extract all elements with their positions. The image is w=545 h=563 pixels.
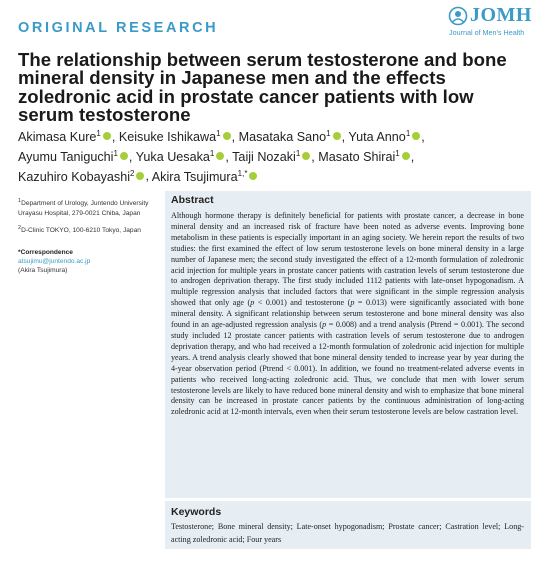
author-4[interactable] [348, 130, 421, 144]
journal-emblem-icon [448, 6, 468, 26]
orcid-icon[interactable] [333, 132, 341, 140]
author-name: Masataka Sano [238, 130, 327, 145]
author-name: Akira Tsujimura [151, 169, 238, 184]
author-affiliation-marker: 1 [395, 148, 400, 158]
journal-logo[interactable] [448, 4, 540, 38]
orcid-icon[interactable] [120, 152, 128, 160]
author-name: Yuta Anno [348, 130, 406, 145]
affiliation-2: $^2$D-Clinic TOKYO, 100-6210 Tokyo, Japan [18, 225, 141, 235]
author-affiliation-marker: 1 [113, 148, 118, 158]
author-affiliation-marker: 1 [216, 129, 221, 138]
author-list: Akimasa Kure$^1$ , Keisuke Ishikawa$^1$ , Masataka Sano$^1$ , Yuta Anno$^1$ , Ayumu Taniguchi$^1$ , Yuka Uesaka$^1$ , Taiji Nozaki$^1$ , Masato Shirai$^1$ , Kazuhiro Kobayashi$^2$ , Akira Tsujimura$^{1,*}$ [18, 129, 425, 184]
keywords-panel [165, 501, 531, 549]
author-affiliation-marker: 1,* [237, 168, 248, 178]
keywords-text: Testosterone; Bone mineral density; Late-onset hypogonadism; Prostate cancer; Castration level; Long-acting zoledronic acid; Four years [171, 522, 524, 544]
author-10[interactable] [152, 170, 259, 184]
author-9[interactable] [18, 170, 145, 184]
author-1[interactable] [18, 130, 112, 144]
journal-name: JOMH [470, 4, 532, 26]
orcid-icon[interactable] [302, 152, 310, 160]
abstract-text: Although hormone therapy is definitely beneficial for patients with prostate cancer, a decrease in bone mineral density and an increased risk of fracture have been noted as adverse events. Improving bone metabolism in these patients is especially important in an aging society. We herein report the results of two studies: the first examined the effect of low serum testosterone levels on bone mineral density in a large number of Japanese men; the second study investigated the effect of a 12-month formulation of zoledronic acid injection for multiple years in prostate cancer patients with castration levels of serum testosterone due to androgen deprivation therapy. The first study included 1112 patients with late-onset hypogonadism. A multiple regression analysis that included factors that were significant in the simple regression analysis showed that only age (p < 0.001) and testosterone (p = 0.013) were significantly associated with bone mineral density. A significant relationship between serum testosterone and bone mineral density was also found in an age-adjusted regression analysis (p = 0.008) and a trend analysis (Ptrend = 0.001). The second study included 12 prostate cancer patients with castration levels of serum testosterone due to androgen deprivation therapy, and who had received a 12-month formulation of zoledronic acid injection for multiple years. A trend analysis clearly showed that bone mineral density tended to increase year by year during the 4-year observation period (Ptrend < 0.001). In addition, we found no treatment-related adverse events in patients who received long-acting zoledronic acid. Thus, we conclude that men with lower serum testosterone levels are likely to have reduced bone mineral density and wish to emphasize that bone mineral density can be increased in prostate cancer patients by the continuous administration of long-acting zoledronic acid at 12-month intervals, even when their serum testosterone levels are below castration level. [171, 211, 524, 417]
abstract-panel [165, 191, 531, 498]
author-name: Yuka Uesaka [135, 149, 210, 164]
author-affiliation-marker: 1 [405, 129, 411, 138]
correspondence-email[interactable]: atsujimu@juntendo.ac.jp [18, 258, 91, 265]
orcid-icon[interactable] [412, 132, 420, 140]
author-7[interactable] [232, 150, 311, 164]
author-affiliation-marker: 1 [326, 129, 331, 138]
author-name: Masato Shirai [318, 149, 396, 164]
orcid-icon[interactable] [103, 132, 111, 140]
author-6[interactable] [136, 150, 226, 164]
abstract-heading: Abstract [171, 194, 214, 206]
correspondence-heading: *Correspondence [18, 248, 73, 256]
author-name: Ayumu Taniguchi [18, 149, 114, 164]
orcid-icon[interactable] [249, 172, 257, 180]
author-3[interactable] [239, 130, 342, 144]
orcid-icon[interactable] [402, 152, 410, 160]
orcid-icon[interactable] [136, 172, 144, 180]
author-affiliation-marker: 2 [130, 168, 135, 178]
orcid-icon[interactable] [223, 132, 231, 140]
keywords-heading: Keywords [171, 506, 222, 518]
author-5[interactable] [18, 150, 129, 164]
journal-full-name: Journal of Men's Health [449, 28, 525, 37]
author-name: Akimasa Kure [18, 130, 97, 145]
author-affiliation-marker: 1 [96, 129, 101, 138]
affiliations [18, 197, 158, 276]
author-name: Keisuke Ishikawa [118, 130, 217, 145]
article-title: The relationship between serum testosterone and bone mineral density in Japanese men and the effects zoledronic acid in prostate cancer patients with low serum testosterone [18, 49, 507, 126]
affiliation-1: $^1$Department of Urology, Juntendo University Urayasu Hospital, 279-0021 Chiba, Japan [18, 198, 149, 217]
orcid-icon[interactable] [216, 152, 224, 160]
author-2[interactable] [119, 130, 232, 144]
author-8[interactable] [318, 150, 410, 164]
article-type-label: ORIGINAL RESEARCH [18, 20, 219, 36]
author-affiliation-marker: 1 [209, 148, 215, 158]
author-name: Taiji Nozaki [232, 149, 296, 164]
correspondence-name: (Akira Tsujimura) [18, 267, 68, 275]
author-affiliation-marker: 1 [295, 148, 301, 158]
author-name: Kazuhiro Kobayashi [18, 169, 131, 184]
